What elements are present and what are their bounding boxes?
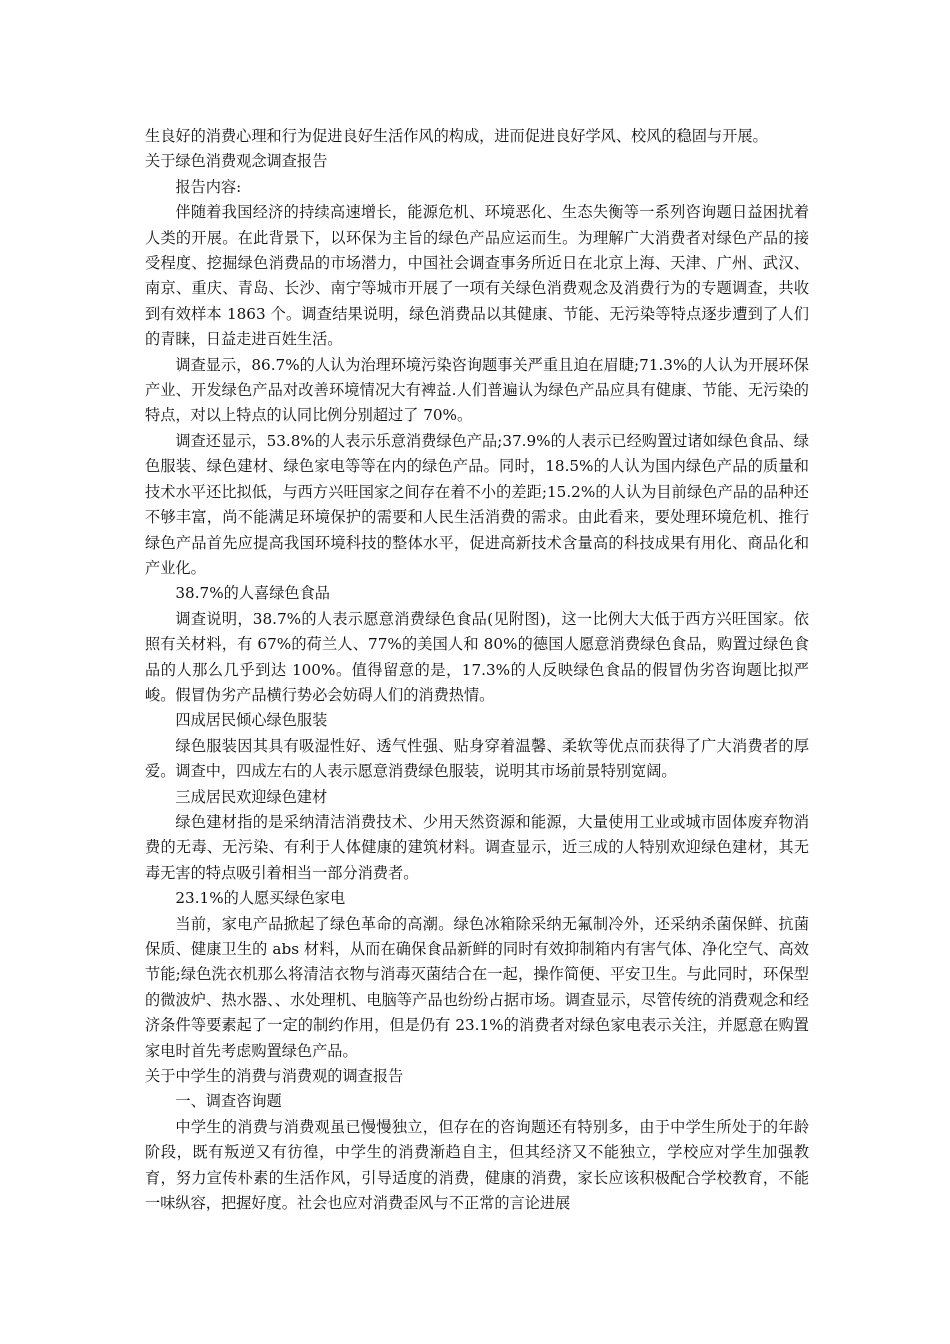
paragraph-green-building-materials: 绿色建材指的是采纳清洁消费技术、少用天然资源和能源，大量使用工业或城市固体废弃物消费的无毒、无污染、有利于人体健康的建筑材料。调查显示，近三成的人特别欢迎绿色建材，其无毒无害的特点吸引着相当一部分消费者。 <box>145 812 809 882</box>
subheading-green-appliances: 23.1%的人愿买绿色家电 <box>175 889 346 908</box>
subheading-green-building-materials: 三成居民欢迎绿色建材 <box>175 787 328 806</box>
paragraph-survey-results-1: 调查显示，86.7%的人认为治理环境污染咨询题事关严重且迫在眉睫;71.3%的人认为开展环保产业、开发绿色产品对改善环境情况大有裨益.人们普遍认为绿色产品应具有健康、节能、无污染的特点，对以上特点的认同比例分别超过了 70%。 <box>145 355 809 425</box>
paragraph-survey-results-2: 调查还显示，53.8%的人表示乐意消费绿色产品;37.9%的人表示已经购置过诸如绿色食品、绿色服装、绿色建材、绿色家电等等在内的绿色产品。同时，18.5%的人认为国内绿色产品的质量和技术水平还比拟低，与西方兴旺国家之间存在着不小的差距;15.2%的人认为目前绿色产品的品种还不够丰富，尚不能满足环境保护的需要和人民生活消费的需求。由此看来，要处理环境危机、推行绿色产品首先应提高我国环境科技的整体水平，促进高新技术含量高的科技成果有用化、商品化和产业化。 <box>145 431 809 577</box>
paragraph-background: 伴随着我国经济的持续高速增长，能源危机、环境恶化、生态失衡等一系列咨询题日益困扰着人类的开展。在此背景下，以环保为主旨的绿色产品应运而生。为理解广大消费者对绿色产品的接受程度、挖掘绿色消费品的市场潜力，中国社会调查事务所近日在北京上海、天津、广州、武汉、南京、重庆、青岛、长沙、南宁等城市开展了一项有关绿色消费观念及消费行为的专题调查，共收到有效样本 1863 个。调查结果说明，绿色消费品以其健康、节能、无污染等特点逐步遭到了人们的青睐，日益走进百姓生活。 <box>145 203 809 349</box>
paragraph-green-clothing: 绿色服装因其具有吸湿性好、透气性强、贴身穿着温馨、柔软等优点而获得了广大消费者的厚爱。调查中，四成左右的人表示愿意消费绿色服装，说明其市场前景特别宽阔。 <box>145 736 809 781</box>
document-body <box>145 124 809 1216</box>
section-heading-green-consumption: 关于绿色消费观念调查报告 <box>145 152 328 171</box>
paragraph-student-consumption: 中学生的消费与消费观虽已慢慢独立，但存在的咨询题还有特别多，由于中学生所处于的年龄阶段，既有叛逆又有彷徨，中学生的消费渐趋自主，但其经济又不能独立，学校应对学生加强教育，努力宣传朴素的生活作风，引导适度的消费，健康的消费，家长应该积极配合学校教育，不能一味纵容，把握好度。社会也应对消费歪风与不正常的言论进展 <box>145 1117 809 1213</box>
subheading-green-food: 38.7%的人喜绿色食品 <box>175 584 330 603</box>
paragraph-green-appliances: 当前，家电产品掀起了绿色革命的高潮。绿色冰箱除采纳无氟制冷外，还采纳杀菌保鲜、抗菌保质、健康卫生的 abs 材料，从而在确保食品新鲜的同时有效抑制箱内有害气体、净化空气、高效节能;绿色洗衣机那么将清洁衣物与消毒灭菌结合在一起，操作简便、平安卫生。与此同时，环保型的微波炉、热水器、、水处理机、电脑等产品也纷纷占据市场。调查显示，尽管传统的消费观念和经济条件等要素起了一定的制约作用，但是仍有 23.1%的消费者对绿色家电表示关注，并愿意在购置家电时首先考虑购置绿色产品。 <box>145 914 809 1060</box>
paragraph-green-food: 调查说明，38.7%的人表示愿意消费绿色食品(见附图)，这一比例大大低于西方兴旺国家。依照有关材料，有 67%的荷兰人、77%的美国人和 80%的德国人愿意消费绿色食品，购置过绿色食品的人那么几乎到达 100%。值得留意的是，17.3%的人反映绿色食品的假冒伪劣咨询题比拟严峻。假冒伪劣产品横行势必会妨碍人们的消费热情。 <box>145 609 809 704</box>
section-heading-student-consumption: 关于中学生的消费与消费观的调查报告 <box>145 1067 404 1086</box>
report-content-label: 报告内容: <box>175 177 242 196</box>
subheading-survey-issues: 一、调查咨询题 <box>175 1092 282 1111</box>
subheading-green-clothing: 四成居民倾心绿色服装 <box>175 711 328 730</box>
paragraph-continuation: 生良好的消费心理和行为促进良好生活作风的构成，进而促进良好学风、校风的稳固与开展。 <box>145 127 768 145</box>
